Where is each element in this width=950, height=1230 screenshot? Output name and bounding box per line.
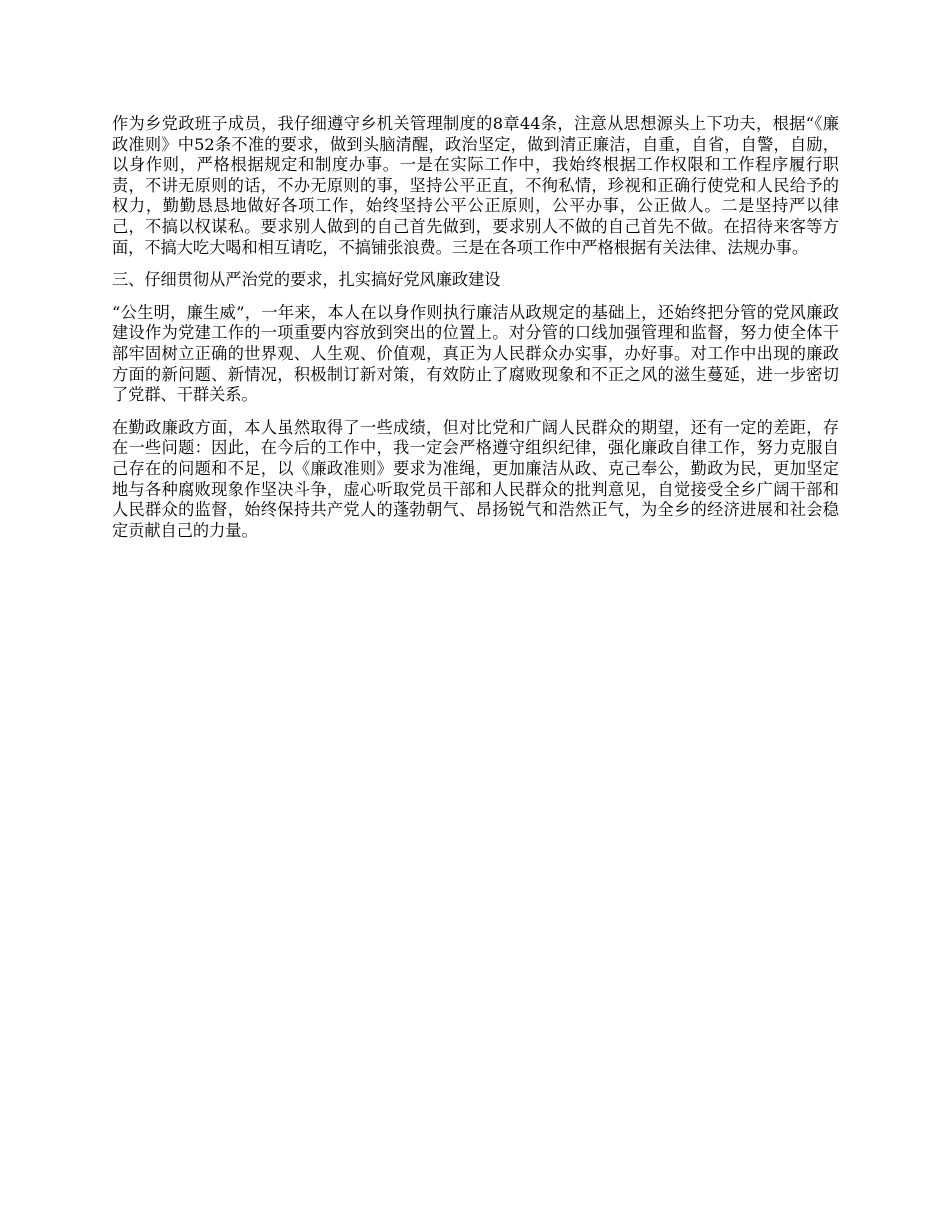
paragraph-conclusion: 在勤政廉政方面，本人虽然取得了一些成绩，但对比党和广阔人民群众的期望，还有一定的差距，存在一些问题：因此，在今后的工作中，我一定会严格遵守组织纪律，强化廉政自律工作，努力克服自己存在的问题和不足，以《廉政准则》要求为准绳，更加廉洁从政、克己奉公，勤政为民，更加坚定地与各种腐败现象作坚决斗争，虚心听取党员干部和人民群众的批判意见，自觉接受全乡广阔干部和人民群众的监督，始终保持共产党人的蓬勃朝气、昂扬锐气和浩然正气，为全乡的经济进展和社会稳定贡献自己的力量。	[112, 417, 839, 540]
section-heading: 三、仔细贯彻从严治党的要求，扎实搞好党风廉政建设	[112, 270, 501, 290]
paragraph-self-discipline: 作为乡党政班子成员，我仔细遵守乡机关管理制度的8章44条，注意从思想源头上下功夫，根据“《廉政准则》中52条不准的要求，做到头脑清醒，政治坚定，做到清正廉洁，自重，自省，自警，自励，以身作则，严格根据规定和制度办事。一是在实际工作中，我始终根据工作权限和工作程序履行职责，不讲无原则的话，不办无原则的事，坚持公平正直，不徇私情，珍视和正确行使党和人民给予的权力，勤勤恳恳地做好各项工作，始终坚持公平公正原则，公平办事，公正做人。二是坚持严以律己，不搞以权谋私。要求别人做到的自己首先做到，要求别人不做的自己首先不做。在招待来客等方面，不搞大吃大喝和相互请吃，不搞铺张浪费。三是在各项工作中严格根据有关法律、法规办事。	[112, 114, 839, 257]
document-page	[112, 114, 839, 553]
paragraph-party-building: “公生明，廉生威”，一年来，本人在以身作则执行廉洁从政规定的基础上，还始终把分管的党风廉政建设作为党建工作的一项重要内容放到突出的位置上。对分管的口线加强管理和监督，努力使全体干部牢固树立正确的世界观、人生观、价值观，真正为人民群众办实事，办好事。对工作中出现的廉政方面的新问题、新情况，积极制订新对策，有效防止了腐败现象和不正之风的滋生蔓延，进一步密切了党群、干群关系。	[112, 302, 839, 405]
